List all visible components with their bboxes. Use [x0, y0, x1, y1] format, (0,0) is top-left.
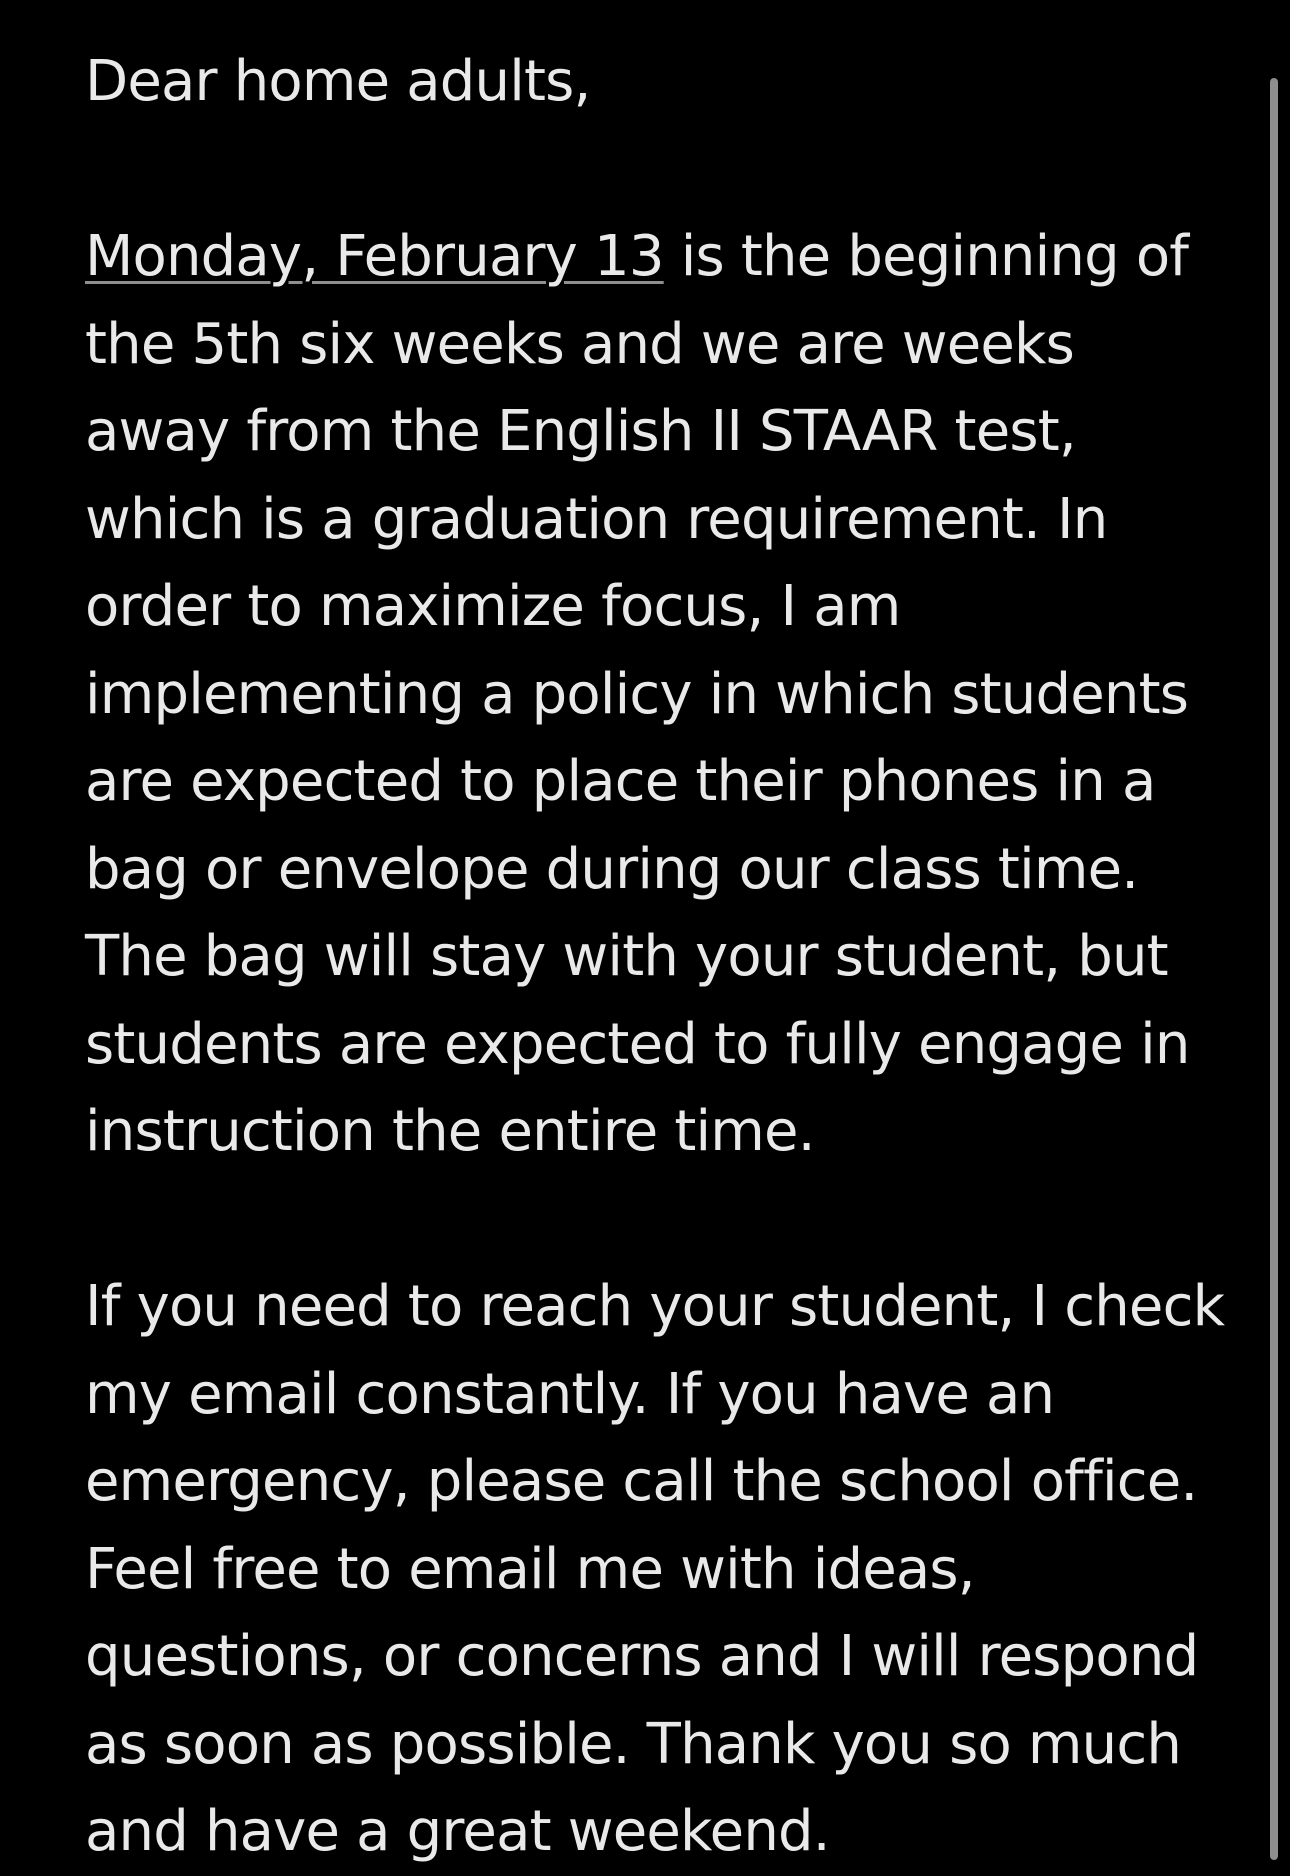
vertical-scrollbar[interactable] — [1270, 78, 1278, 1860]
greeting: Dear home adults, — [85, 49, 591, 114]
message-body — [85, 38, 1235, 1876]
paragraph-2: If you need to reach your student, I check my email constantly. If you have an emergency, please call the school office. Feel free to email me with ideas, questions, or concerns and I will respond as soon as possible. Thank you so much and have a great weekend. — [85, 1274, 1225, 1864]
paragraph-spacer — [85, 1176, 1235, 1264]
paragraph-spacer — [85, 126, 1235, 214]
paragraph-1-text: is the beginning of the 5th six weeks and we are weeks away from the English II STAAR test, which is a graduation requirement. In order to maximize focus, I am implementing a policy in which students are expected to place their phones in a bag or envelope during our class time. The bag will stay with your student, but students are expected to fully engage in instruction the entire time. — [85, 224, 1190, 1164]
date-link[interactable]: Monday, February 13 — [85, 224, 664, 289]
paragraph-1 — [85, 213, 1235, 1176]
